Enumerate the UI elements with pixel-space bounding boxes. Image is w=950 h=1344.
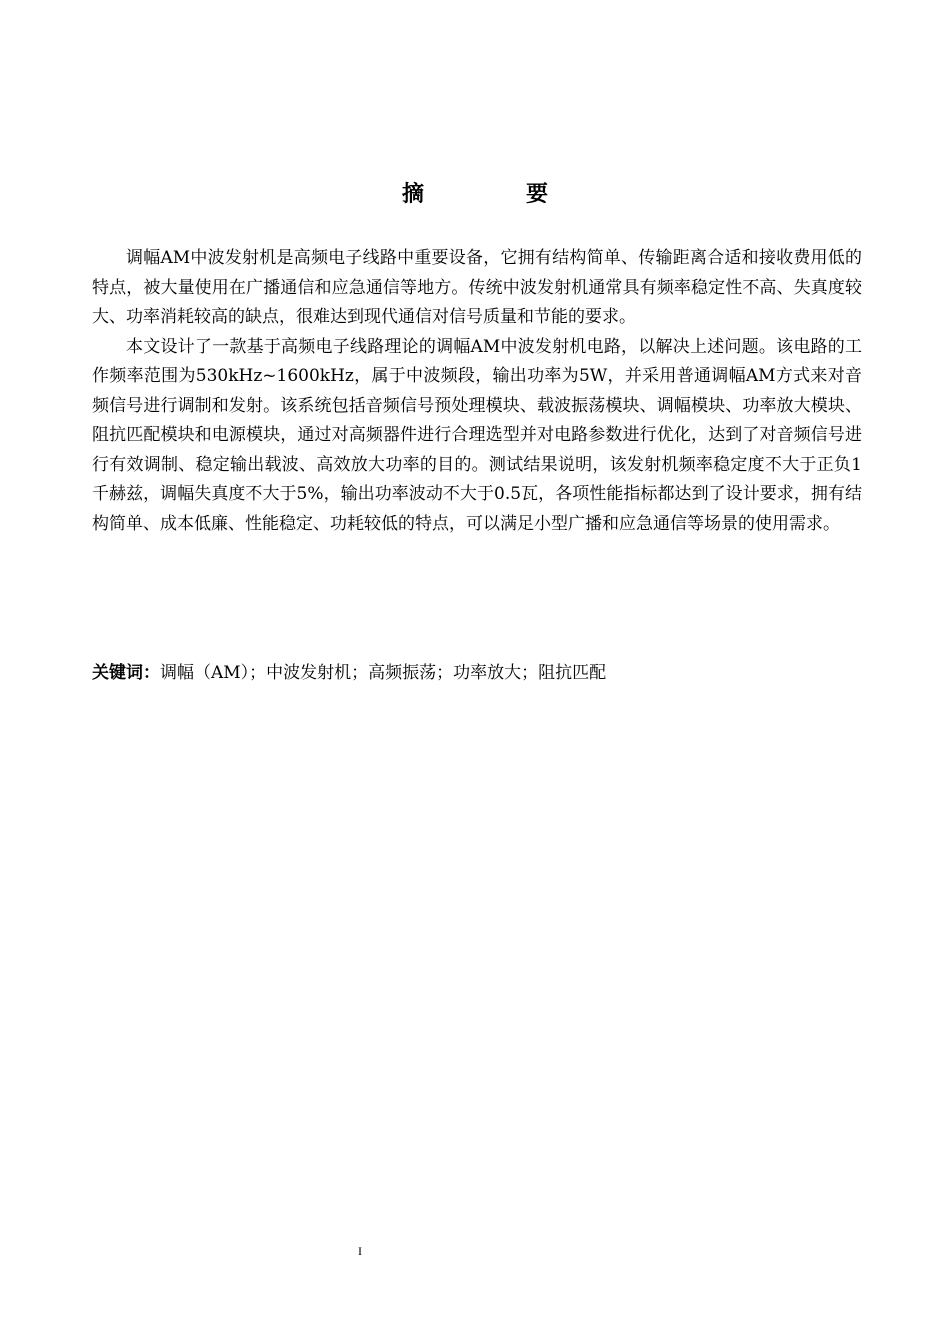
keywords-label: 关键词： <box>92 663 160 683</box>
abstract-title: 摘 要 <box>401 182 588 207</box>
keywords-line <box>92 660 862 686</box>
abstract-paragraph-1: 调幅AM中波发射机是高频电子线路中重要设备，它拥有结构简单、传输距离合适和接收费用低的特点，被大量使用在广播通信和应急通信等地方。传统中波发射机通常具有频率稳定性不高、失真度较大、功率消耗较高的缺点，很难达到现代通信对信号质量和节能的要求。 <box>92 248 862 327</box>
abstract-paragraph-2: 本文设计了一款基于高频电子线路理论的调幅AM中波发射机电路，以解决上述问题。该电路的工作频率范围为530kHz~1600kHz，属于中波频段，输出功率为5W，并采用普通调幅AM方式来对音频信号进行调制和发射。该系统包括音频信号预处理模块、载波振荡模块、调幅模块、功率放大模块、阻抗匹配模块和电源模块，通过对高频器件进行合理选型并对电路参数进行优化，达到了对音频信号进行有效调制、稳定输出载波、高效放大功率的目的。测试结果说明，该发射机频率稳定度不大于正负1千赫兹，调幅失真度不大于5%，输出功率波动不大于0.5瓦，各项性能指标都达到了设计要求，拥有结构简单、成本低廉、性能稳定、功耗较低的特点，可以满足小型广播和应急通信等场景的使用需求。 <box>92 336 862 534</box>
abstract-body <box>92 244 862 539</box>
page-number: I <box>358 1244 362 1258</box>
keywords-text: 调幅（AM）；中波发射机；高频振荡；功率放大；阻抗匹配 <box>160 663 607 683</box>
